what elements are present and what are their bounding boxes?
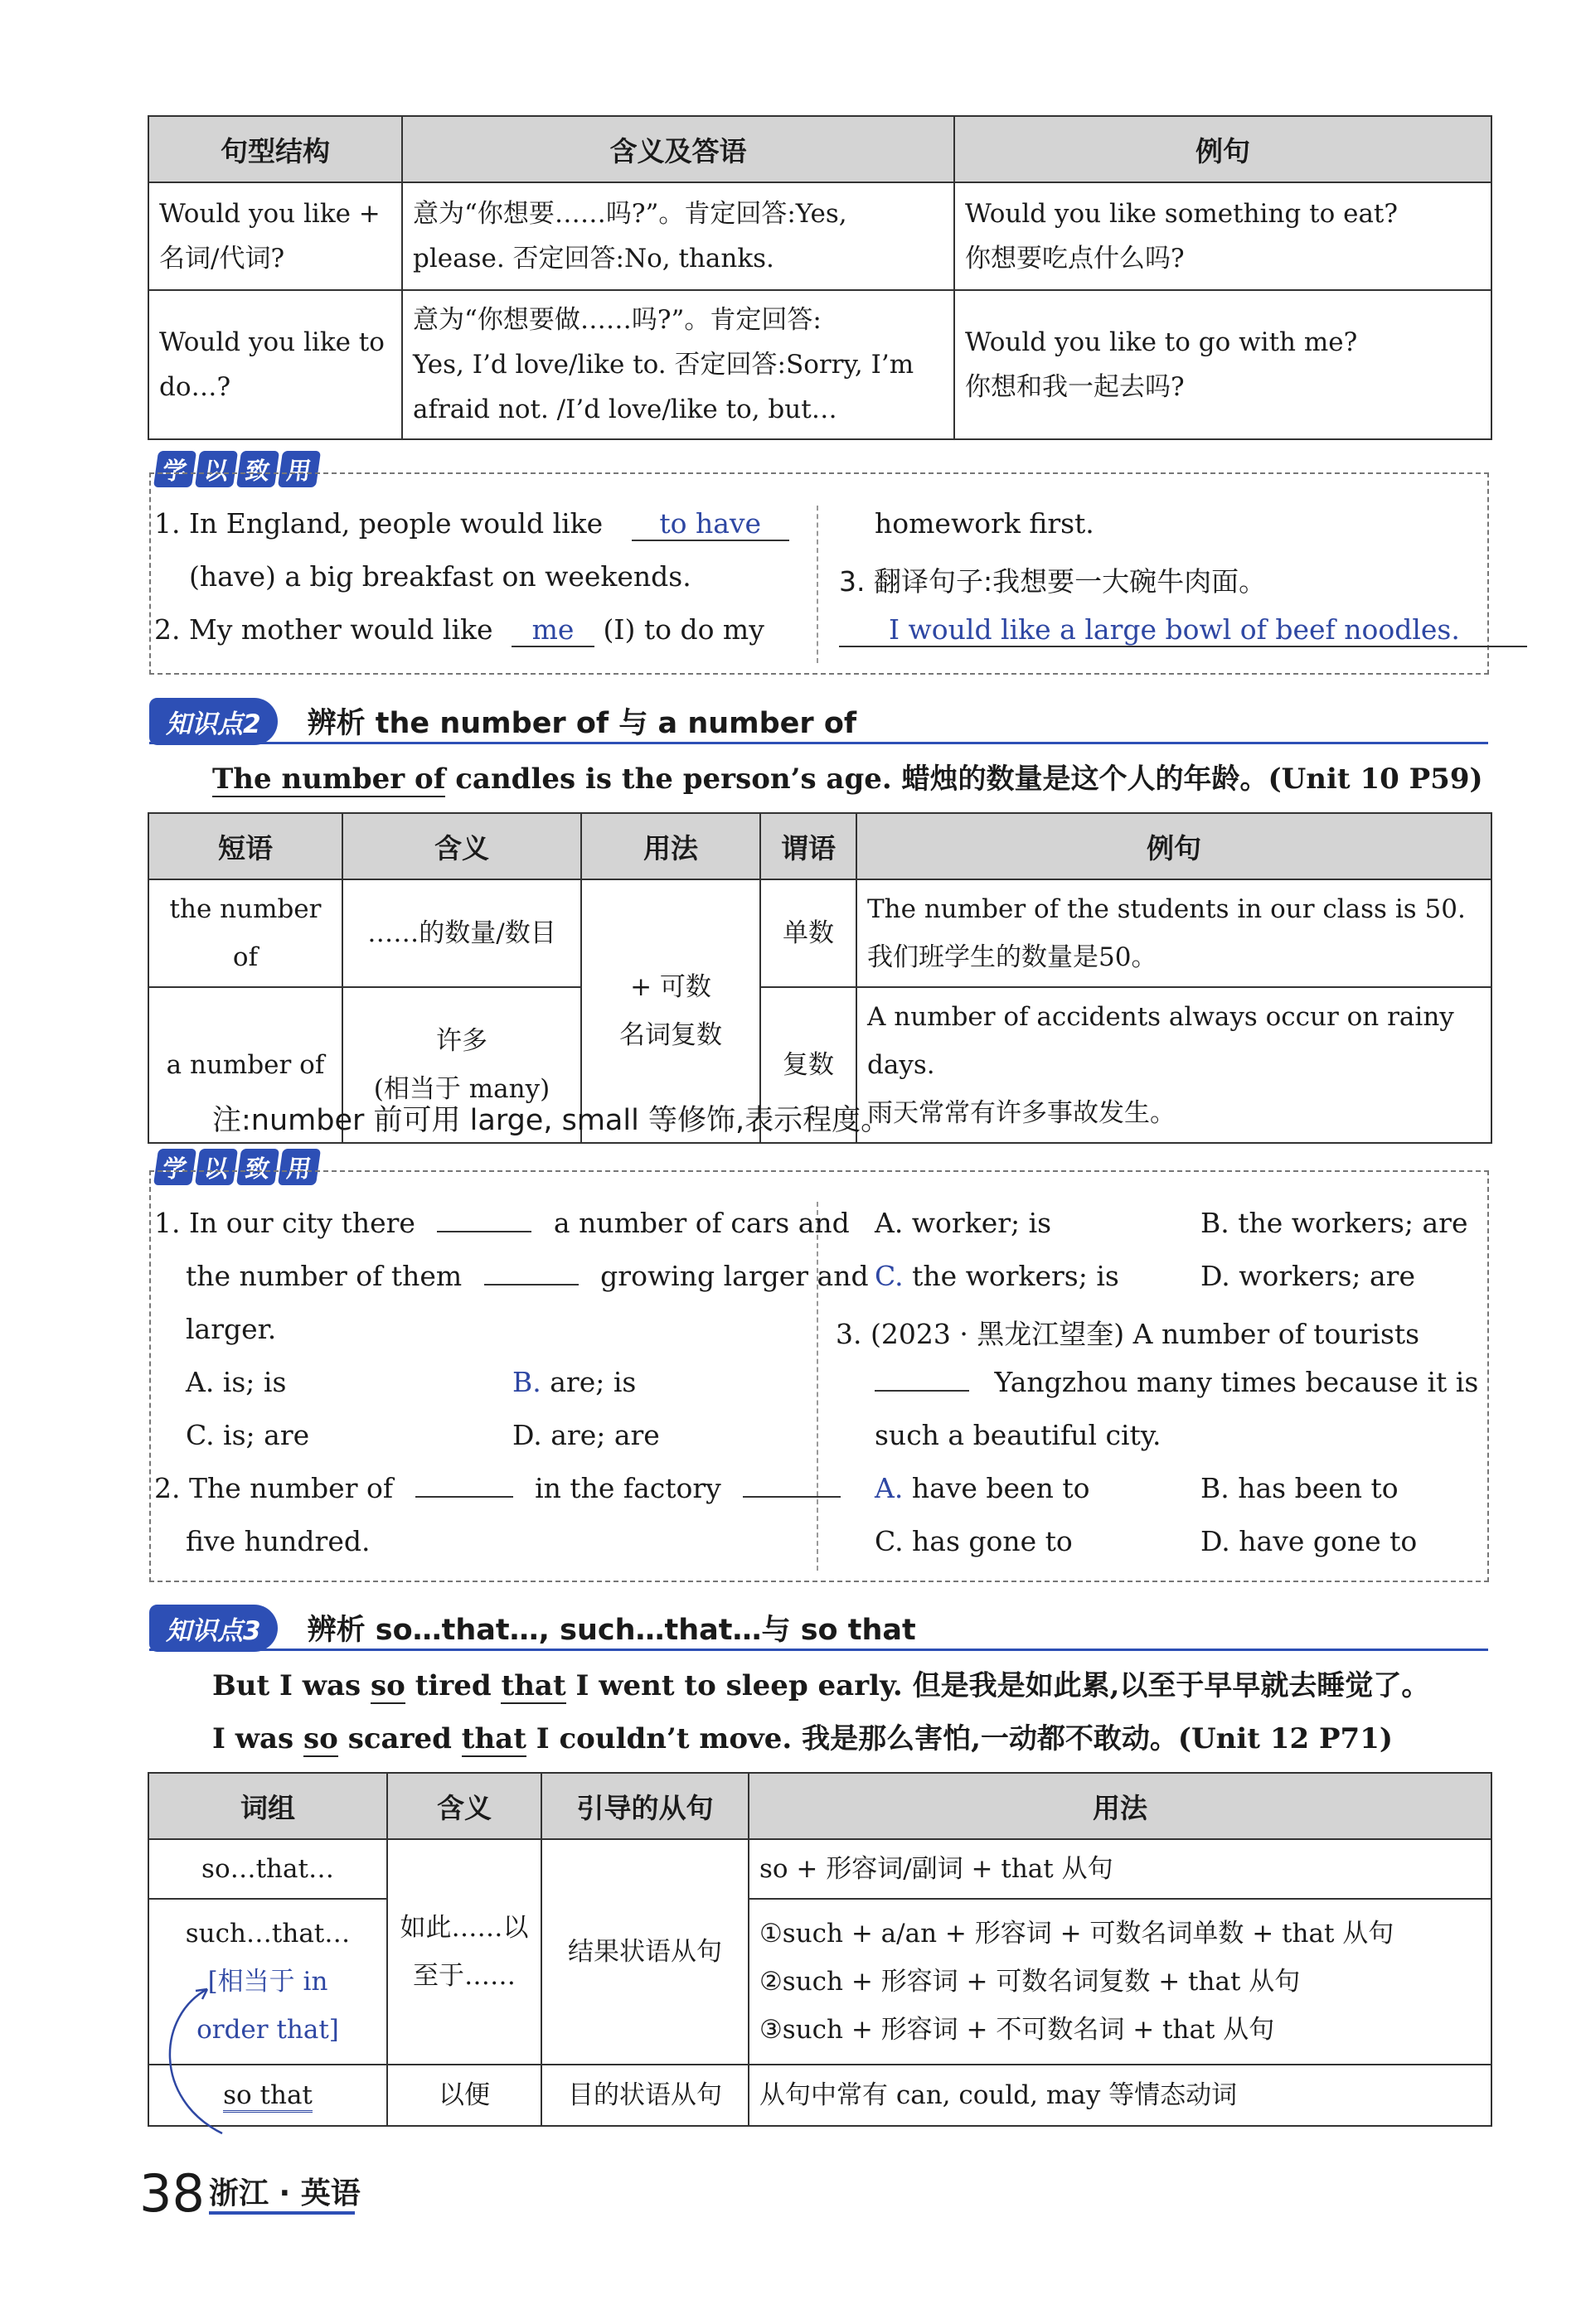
table-row [148,2065,1491,2126]
option-c[interactable]: C. the workers; is [875,1260,1119,1292]
answer-blank[interactable] [875,1390,969,1392]
table-header-row [148,116,1491,182]
table-row [148,1899,1491,2065]
p2-question-1-end: larger. [186,1313,277,1345]
footer-label: 浙江 · 英语 [209,2176,361,2210]
page-number: 38 [139,2163,205,2224]
would-you-like-table [148,115,1492,440]
clause-cell: 目的状语从句 [541,2065,749,2126]
question-1-cont: (have) a big breakfast on weekends. [189,560,691,593]
note: 注:number 前可用 large, small 等修饰,表示程度。 [212,1104,890,1137]
curved-arrow-icon [156,1983,247,2140]
option-a[interactable]: A. is; is [186,1366,287,1398]
p2-question-3-end: such a beautiful city. [875,1419,1162,1451]
header-phrase: 短语 [148,813,342,879]
header-example: 例句 [954,116,1491,182]
column-divider [817,506,818,663]
usage-cell: so + 形容词/副词 + that 从句 [749,1839,1491,1899]
table-header-row [148,813,1491,879]
answer-blank[interactable]: me [512,613,594,647]
p2-question-1-cont: the number of them growing larger and [186,1260,869,1292]
meaning-cell: 以便 [387,2065,541,2126]
so-that-table [148,1772,1492,2127]
structure-cell: Would you like to do…? [148,290,402,439]
table-row [148,182,1491,290]
table-row [148,290,1491,439]
option-b[interactable]: B. the workers; are [1200,1207,1468,1239]
meaning-cell: 如此……以 至于…… [387,1839,541,2065]
answer-blank[interactable] [437,1231,531,1232]
p2-question-3: 3. (2023 · 黑龙江望奎) A number of tourists [836,1318,1420,1350]
practice-tag: 学 以 致 用 [156,1149,318,1185]
header-meaning: 含义及答语 [402,116,954,182]
p2-question-2: 2. The number of in the factory [154,1472,841,1504]
usage-cell: 从句中常有 can, could, may 等情态动词 [749,2065,1491,2126]
question-2: 2. My mother would like me (I) to do my [154,613,764,646]
phrase-cell: the number of [148,879,342,987]
option-d[interactable]: D. have gone to [1200,1525,1418,1557]
p2-question-1: 1. In our city there a number of cars and [154,1207,850,1239]
header-usage: 用法 [581,813,760,879]
answer-blank[interactable] [484,1284,579,1285]
header-meaning: 含义 [342,813,581,879]
meaning-cell: 意为“你想要做……吗?”。肯定回答: Yes, I’d love/like to. 否定回答:Sorry, I’m afraid not. /I’d love/like to, but… [402,290,954,439]
meaning-cell: ……的数量/数目 [342,879,581,987]
kp-rule [149,742,1488,744]
header-clause: 引导的从句 [541,1773,749,1839]
option-c[interactable]: C. has gone to [875,1525,1073,1557]
structure-cell: Would you like + 名词/代词? [148,182,402,290]
table-row [148,1839,1491,1899]
kp3-example-2: I was so scared that I couldn’t move. 我是那么害怕,一动都不敢动。(Unit 12 P71) [212,1722,1393,1755]
answer-blank[interactable] [743,1496,841,1498]
example-cell: Would you like to go with me? 你想和我一起去吗? [954,290,1491,439]
usage-cell: + 可数 名词复数 [581,879,760,1143]
example-cell: The number of the students in our class is 50. 我们班学生的数量是50。 [856,879,1491,987]
example-cell: Would you like something to eat? 你想要吃点什么吗? [954,182,1491,290]
phrase-cell: a number of [148,987,342,1143]
phrase-cell: so that [148,2065,387,2126]
kp-title: 辨析 so…that…, such…that…与 so that [307,1614,916,1647]
practice-tag: 学 以 致 用 [156,451,318,487]
phrase-cell: such…that… [相当于 in order that] [148,1899,387,2065]
question-1: 1. In England, people would like to have [154,507,789,541]
usage-cell: ①such + a/an + 形容词 + 可数名词单数 + that 从句 ②such + 形容词 + 可数名词复数 + that 从句 ③such + 形容词 + 不可数名词 + that 从句 [749,1899,1491,2065]
column-divider [817,1202,818,1571]
option-b[interactable]: B. are; is [512,1366,637,1398]
phrase-cell: so…that… [148,1839,387,1899]
question-2-cont: homework first. [875,507,1094,540]
header-structure: 句型结构 [148,116,402,182]
answer-line[interactable]: I would like a large bowl of beef noodles. [839,613,1527,647]
header-meaning: 含义 [387,1773,541,1839]
option-b[interactable]: B. has been to [1200,1472,1399,1504]
header-phrase: 词组 [148,1773,387,1839]
header-usage: 用法 [749,1773,1491,1839]
meaning-cell: 意为“你想要……吗?”。肯定回答:Yes, please. 否定回答:No, thanks. [402,182,954,290]
kp3-example-1: But I was so tired that I went to sleep early. 但是我是如此累,以至于早早就去睡觉了。 [212,1669,1430,1702]
question-3: 3. 翻译句子:我想要一大碗牛肉面。 [839,565,1267,598]
meaning-cell: 许多 (相当于 many) [342,987,581,1143]
footer-underline [209,2211,355,2215]
number-of-table [148,812,1492,1144]
header-example: 例句 [856,813,1491,879]
knowledge-point-3 [149,1604,916,1652]
example-cell: A number of accidents always occur on rainy days. 雨天常常有许多事故发生。 [856,987,1491,1143]
table-row [148,879,1491,987]
kp-badge: 知识点2 [149,698,278,745]
option-c[interactable]: C. is; are [186,1419,310,1451]
predicate-cell: 单数 [760,879,856,987]
header-predicate: 谓语 [760,813,856,879]
kp-title: 辨析 the number of 与 a number of [307,707,857,740]
table-header-row [148,1773,1491,1839]
p2-question-2-cont: five hundred. [186,1525,371,1557]
knowledge-point-2 [149,697,856,745]
kp-rule [149,1649,1488,1651]
answer-blank[interactable] [415,1496,513,1498]
kp-badge: 知识点3 [149,1605,278,1652]
option-d[interactable]: D. workers; are [1200,1260,1415,1292]
answer-blank[interactable]: to have [632,507,789,541]
clause-cell: 结果状语从句 [541,1839,749,2065]
option-d[interactable]: D. are; are [512,1419,660,1451]
p2-question-3-cont: Yangzhou many times because it is [875,1366,1478,1398]
predicate-cell: 复数 [760,987,856,1143]
option-a[interactable]: A. have been to [875,1472,1090,1504]
kp2-example: The number of candles is the person’s age. 蜡烛的数量是这个人的年龄。(Unit 10 P59) [212,763,1483,796]
option-a[interactable]: A. worker; is [875,1207,1052,1239]
